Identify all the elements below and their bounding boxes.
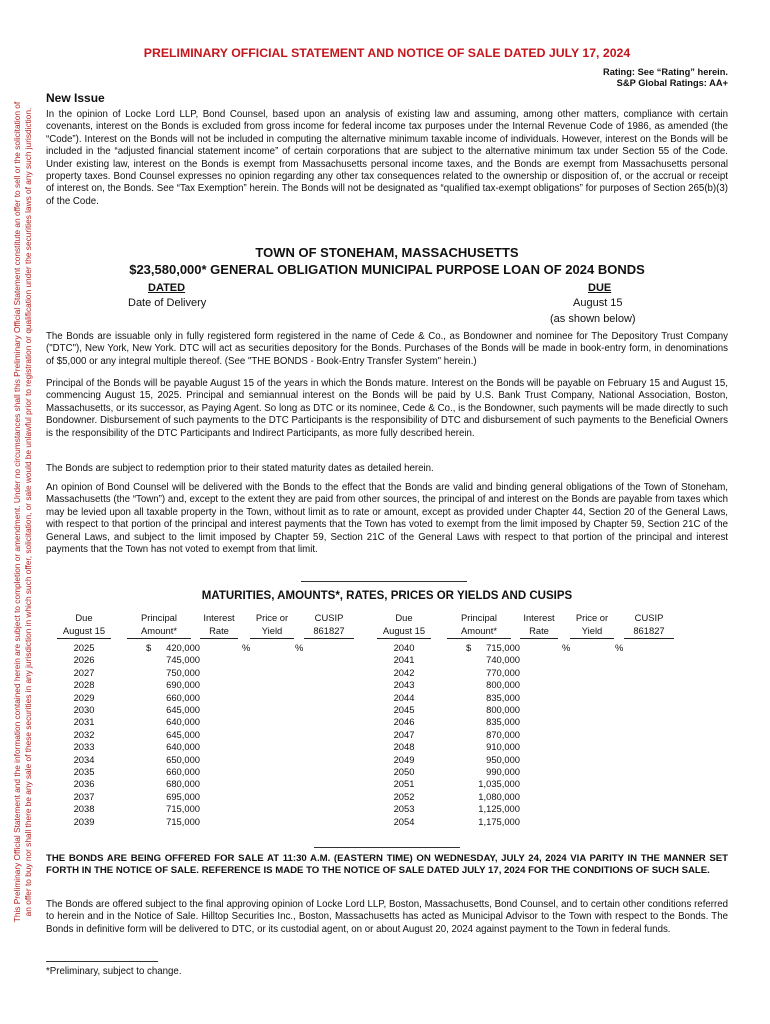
principal-amount: 740,000 — [486, 654, 520, 666]
column-header-0 — [374, 611, 434, 637]
footnote-rule — [46, 961, 158, 962]
principal-amount: 800,000 — [486, 704, 520, 715]
principal-amount: 1,125,000 — [478, 803, 520, 815]
column-header-line: Rate — [209, 625, 229, 636]
principal-amount: 1,080,000 — [478, 790, 520, 802]
rating-line-1: Rating: See “Rating” herein. — [602, 67, 728, 77]
maturity-year: 2025 — [73, 642, 95, 653]
maturity-year: 2050 — [393, 766, 415, 777]
maturity-year: 2027 — [73, 666, 95, 678]
book-entry-paragraph: The Bonds are issuable only in fully registered form registered in the name of Cede & Co., as Bondowner and nominee for The Depository Trust Company ("DTC"), New York, New York. DTC will act as securities depository for the Bonds. Purchases of the Bonds will be made in book-entry form, in denominations of $5,000 or any integral multiple thereof. (See "THE BONDS - Book-Entry Transfer System" herein.) — [46, 331, 728, 367]
principal-amount: 750,000 — [166, 666, 200, 678]
column-header-4 — [301, 611, 357, 637]
column-header-rule — [57, 638, 111, 639]
column-header-3 — [247, 611, 297, 637]
column-header-line: Due — [395, 612, 413, 623]
maturity-year: 2039 — [73, 815, 95, 827]
principal-amount: 645,000 — [166, 704, 200, 715]
closing-paragraph: The Bonds are offered subject to the final approving opinion of Locke Lord LLP, Boston, Massachusetts, Bond Counsel, and to certain other conditions referred to herein and in the Notice of Sale. Hilltop Securities Inc., Boston, Massachusetts has acted as Municipal Advisor to the Town with respect to the Bonds. The Bonds in definitive form will be delivered to DTC, or its custodial agent, on or about August 20, 2024 against payment to the Town in federal funds. — [46, 899, 728, 935]
maturity-year: 2048 — [393, 741, 415, 753]
column-header-line: Price or — [255, 612, 289, 623]
principal-amount: 1,035,000 — [478, 778, 520, 790]
principal-amount: 640,000 — [166, 716, 200, 728]
column-header-line: CUSIP — [314, 612, 344, 623]
legal-sidebar-disclaimer — [0, 0, 46, 1024]
dated-value: Date of Delivery — [128, 297, 207, 309]
column-header-rule — [520, 638, 558, 639]
column-header-line: August 15 — [62, 625, 106, 636]
principal-amount: 1,175,000 — [478, 815, 520, 827]
security-paragraph: An opinion of Bond Counsel will be delivered with the Bonds to the effect that the Bonds are valid and binding general obligations of the Town of Stoneham, Massachusetts (the “Town”) and, except to the extent they are paid from other sources, the principal of and interest on the Bonds are payable from taxes which may be levied upon all taxable property in the Town, without limit as to rate or amount, except as provided under Chapter 44, Section 20 of the General Laws, with respect to that portion of the principal and interest payments that the Town has voted to exempt from the limit imposed by Chapter 59, Section 21C of the General Laws, and subject to the limit imposed by Chapter 59, Section 21C of the General Laws with respect to that portion of the principal and interest payments that the Town has not voted to exempt from that limit. — [46, 482, 728, 556]
rating-block — [603, 67, 728, 89]
column-header-3 — [567, 611, 617, 637]
maturity-year: 2053 — [393, 803, 415, 815]
offering-notice: THE BONDS ARE BEING OFFERED FOR SALE AT 11:30 A.M. (EASTERN TIME) ON WEDNESDAY, JULY 24, 2024 VIA PARITY IN THE MANNER SET FORTH IN THE NOTICE OF SALE. REFERENCE IS MADE TO THE NOTICE OF SALE DATED JULY 17, 2024 FOR THE CONDITIONS OF SUCH SALE. — [46, 853, 728, 877]
maturity-year: 2046 — [393, 716, 415, 728]
column-header-0 — [54, 611, 114, 637]
principal-amount: 950,000 — [486, 753, 520, 765]
principal-amount: 650,000 — [166, 753, 200, 765]
maturity-year: 2034 — [73, 753, 95, 765]
footnote: *Preliminary, subject to change. — [46, 966, 182, 977]
principal-amount: 910,000 — [486, 741, 520, 753]
column-header-line: Price or — [575, 612, 609, 623]
dated-heading: DATED — [148, 282, 186, 294]
column-header-line: Amount* — [461, 625, 497, 636]
section-divider — [301, 581, 467, 582]
column-header-2 — [197, 611, 241, 637]
maturity-year: 2054 — [393, 815, 415, 827]
principal-amount: 715,000 — [486, 642, 520, 653]
principal-amount: 660,000 — [166, 691, 200, 703]
column-header-line: August 15 — [382, 625, 426, 636]
column-header-rule — [304, 638, 354, 639]
dollar-sign: $ — [466, 642, 472, 653]
column-header-rule — [200, 638, 238, 639]
issuer-title: TOWN OF STONEHAM, MASSACHUSETTS — [255, 245, 519, 260]
principal-amount: 835,000 — [486, 716, 520, 728]
maturity-year: 2032 — [73, 728, 95, 740]
maturity-year: 2028 — [73, 679, 95, 691]
column-header-rule — [127, 638, 191, 639]
maturity-year: 2051 — [393, 778, 415, 790]
maturity-year: 2029 — [73, 691, 95, 703]
maturity-year: 2052 — [393, 790, 415, 802]
column-header-4 — [621, 611, 677, 637]
issue-title: $23,580,000* GENERAL OBLIGATION MUNICIPAL PURPOSE LOAN OF 2024 BONDS — [129, 262, 645, 277]
column-header-line: 861827 — [633, 625, 665, 636]
maturity-year: 2049 — [393, 753, 415, 765]
maturity-year: 2036 — [73, 778, 95, 790]
column-header-line: CUSIP — [634, 612, 664, 623]
maturity-year: 2038 — [73, 803, 95, 815]
maturity-year: 2042 — [393, 666, 415, 678]
due-note: (as shown below) — [550, 313, 636, 325]
maturity-year: 2041 — [393, 654, 415, 666]
rate-percent: % — [562, 642, 571, 653]
yield-percent: % — [295, 642, 304, 653]
principal-amount: 660,000 — [166, 766, 200, 777]
due-heading: DUE — [588, 282, 612, 294]
column-header-rule — [447, 638, 511, 639]
column-header-line: Amount* — [141, 625, 177, 636]
sidebar-line-1: This Preliminary Official Statement and the information contained herein are subject to completion or amendment. Under no circumstances shall this Preliminary Official Statement constitute an offer to sell or the solicitation of — [12, 101, 22, 923]
column-header-1 — [444, 611, 514, 637]
payment-paragraph: Principal of the Bonds will be payable August 15 of the years in which the Bonds mature. Interest on the Bonds will be payable on February 15 and August 15, commencing August 15, 2025. Principal and semiannual interest on the Bonds will be paid by U.S. Bank Trust Company, National Association, Boston, Massachusetts, or its successor, as Paying Agent. So long as DTC or its nominee, Cede & Co., is the Bondowner, such payments will be made directly to such Bondowner. Disbursement of such payments to the DTC Participants is the responsibility of DTC and disbursement of such payments to the Beneficial Owners is the responsibility of the DTC Participants and Indirect Participants, as more fully described herein. — [46, 378, 728, 439]
principal-amount: 800,000 — [486, 679, 520, 691]
column-header-line: Due — [75, 612, 93, 623]
maturity-year: 2047 — [393, 728, 415, 740]
column-header-line: Principal — [141, 612, 177, 623]
column-header-1 — [124, 611, 194, 637]
column-header-line: 861827 — [313, 625, 345, 636]
column-header-line: Yield — [261, 625, 283, 636]
maturity-year: 2037 — [73, 790, 95, 802]
maturity-year: 2033 — [73, 741, 95, 753]
maturities-heading: MATURITIES, AMOUNTS*, RATES, PRICES OR YIELDS AND CUSIPS — [201, 590, 573, 602]
column-header-rule — [624, 638, 674, 639]
maturity-year: 2026 — [73, 654, 95, 666]
principal-amount: 770,000 — [486, 666, 520, 678]
new-issue-label: New Issue — [46, 91, 105, 105]
yield-percent: % — [615, 642, 624, 653]
dollar-sign: $ — [146, 642, 152, 653]
redemption-paragraph: The Bonds are subject to redemption prior to their stated maturity dates as detailed herein. — [46, 463, 434, 474]
principal-amount: 420,000 — [166, 642, 200, 653]
column-header-line: Principal — [461, 612, 497, 623]
rating-line-2: S&P Global Ratings: AA+ — [616, 78, 728, 88]
statement-title: PRELIMINARY OFFICIAL STATEMENT AND NOTICE OF SALE DATED JULY 17, 2024 — [143, 46, 631, 60]
principal-amount: 715,000 — [166, 803, 200, 815]
principal-amount: 680,000 — [166, 778, 200, 790]
column-header-rule — [250, 638, 294, 639]
principal-amount: 835,000 — [486, 691, 520, 703]
column-header-line: Rate — [529, 625, 549, 636]
principal-amount: 695,000 — [166, 790, 200, 802]
column-header-line: Yield — [581, 625, 603, 636]
column-header-line: Interest — [203, 612, 235, 623]
column-header-2 — [517, 611, 561, 637]
principal-amount: 640,000 — [166, 741, 200, 753]
maturity-year: 2030 — [73, 704, 95, 715]
due-value: August 15 — [573, 297, 623, 309]
principal-amount: 715,000 — [166, 815, 200, 827]
column-header-rule — [570, 638, 614, 639]
column-header-line: Interest — [523, 612, 555, 623]
principal-amount: 690,000 — [166, 679, 200, 691]
maturity-year: 2035 — [73, 766, 95, 777]
maturity-year: 2031 — [73, 716, 95, 728]
table-divider — [314, 847, 460, 848]
tax-opinion-paragraph: In the opinion of Locke Lord LLP, Bond Counsel, based upon an analysis of existing law and assuming, among other matters, compliance with certain covenants, interest on the Bonds is excluded from gross income for federal income tax purposes under the Internal Revenue Code of 1986, as amended (the “Code”). Interest on the Bonds will not be included in computing the alternative minimum taxable income of individuals. However, interest on the Bonds will be included in the “adjusted financial statement income” of certain corporations that are subject to the alternative minimum tax under Section 55 of the Code. Under existing law, interest on the Bonds is exempt from Massachusetts personal income taxes, and the Bonds are exempt from Massachusetts personal property taxes. Bond Counsel expresses no opinion regarding any other tax consequences related to the ownership or disposition of, or the accrual or receipt of interest on, the Bonds. See “Tax Exemption” herein. The Bonds will not be designated as “qualified tax-exempt obligations” for purposes of Section 265(b)(3) of the Code. — [46, 109, 728, 207]
maturity-year: 2043 — [393, 679, 415, 691]
principal-amount: 645,000 — [166, 728, 200, 740]
principal-amount: 870,000 — [486, 728, 520, 740]
maturity-year: 2044 — [393, 691, 415, 703]
column-header-rule — [377, 638, 431, 639]
principal-amount: 745,000 — [166, 654, 200, 666]
maturity-year: 2045 — [393, 704, 415, 715]
rate-percent: % — [242, 642, 251, 653]
principal-amount: 990,000 — [486, 766, 520, 777]
maturity-year: 2040 — [393, 642, 415, 653]
sidebar-line-2: an offer to buy nor shall there be any sale of these securities in any jurisdiction in which such offer, solicitation, or sale would be unlawful prior to registration or qualification under the securities laws of any such jurisdiction. — [23, 107, 33, 917]
